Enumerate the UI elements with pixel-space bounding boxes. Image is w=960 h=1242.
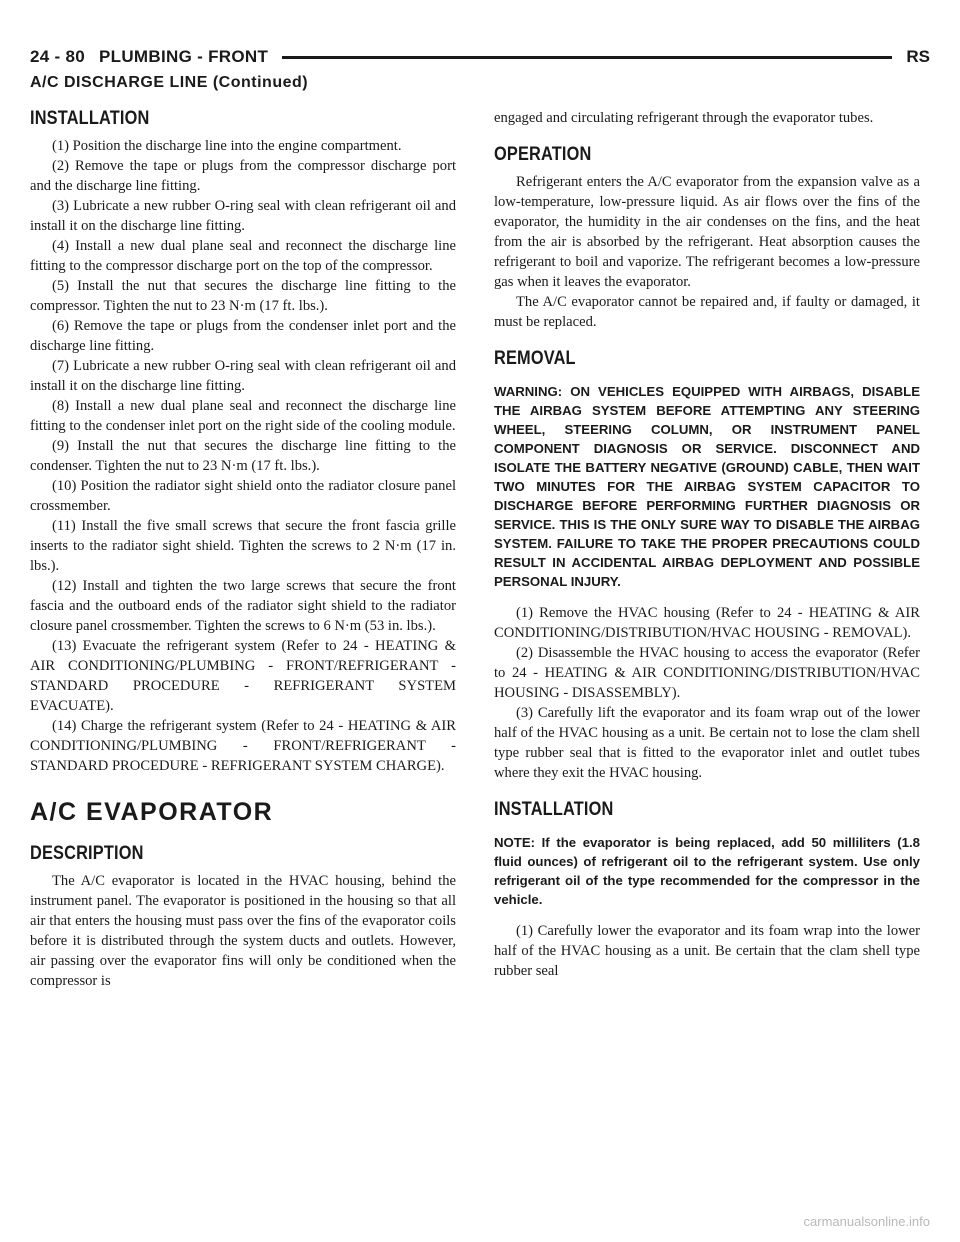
airbag-warning: WARNING: ON VEHICLES EQUIPPED WITH AIRBAGS, DISABLE THE AIRBAG SYSTEM BEFORE ATTEMPTING ANY STEERING WHEEL, STEERING COLUMN, OR INSTRUMENT PANEL COMPONENT DIAGNOSIS OR SERVICE. DISCONNECT AND ISOLATE THE BATTERY NEGATIVE (GROUND) CABLE, THEN WAIT TWO MINUTES FOR THE AIRBAG SYSTEM CAPACITOR TO DISCHARGE BEFORE PERFORMING FURTHER DIAGNOSIS OR SERVICE. THIS IS THE ONLY SURE WAY TO DISABLE THE AIRBAG SYSTEM. FAILURE TO TAKE THE PROPER PRECAUTIONS COULD RESULT IN ACCIDENTAL AIRBAG DEPLOYMENT AND POSSIBLE PERSONAL INJURY.: [494, 384, 920, 589]
watermark: carmanualsonline.info: [803, 1214, 930, 1229]
install-step-8: (8) Install a new dual plane seal and reconnect the discharge line fitting to the condenser inlet port on the right side of the cooling module.: [30, 398, 456, 434]
install-step-2: (2) Remove the tape or plugs from the compressor discharge port and the discharge line fitting.: [30, 158, 456, 194]
page-number: 24 - 80: [30, 47, 86, 66]
install-step-1: (1) Position the discharge line into the engine compartment.: [52, 138, 402, 154]
install-step-6: (6) Remove the tape or plugs from the condenser inlet port and the discharge line fitting.: [30, 318, 456, 354]
operation-paragraph-1: Refrigerant enters the A/C evaporator from the expansion valve as a low-temperature, low-pressure liquid. As air flows over the fins of the evaporator, the humidity in the air condenses on the fins, and the heat from the air is absorbed by the refrigerant. Heat absorption causes the refrigerant to boil and vaporize. The refrigerant becomes a low-pressure gas when it leaves the evaporator.: [494, 174, 920, 290]
install-step-14: (14) Charge the refrigerant system (Refer to 24 - HEATING & AIR CONDITIONING/PLUMBING - FRONT/REFRIGERANT - STANDARD PROCEDURE - REFRIGERANT SYSTEM CHARGE).: [30, 718, 456, 774]
removal-step-3: (3) Carefully lift the evaporator and its foam wrap out of the lower half of the HVAC housing as a unit. Be certain not to lose the clam shell type rubber seal that is fitted to the evaporator inlet and outlet tubes where they exit the HVAC housing.: [494, 705, 920, 781]
page-header: [30, 40, 930, 74]
installation-heading: INSTALLATION: [30, 108, 150, 129]
operation-paragraph-2: The A/C evaporator cannot be repaired and, if faulty or damaged, it must be replaced.: [494, 294, 920, 330]
description-heading: DESCRIPTION: [30, 843, 144, 864]
install-step-11: (11) Install the five small screws that secure the front fascia grille inserts to the radiator sight shield. Tighten the screws to 2 N·m (17 in. lbs.).: [30, 518, 456, 574]
install-step-10: (10) Position the radiator sight shield onto the radiator closure panel crossmember.: [30, 478, 456, 514]
evap-install-step-1: (1) Carefully lower the evaporator and its foam wrap into the lower half of the HVAC housing as a unit. Be certain that the clam shell type rubber seal: [494, 923, 920, 979]
install-step-5: (5) Install the nut that secures the discharge line fitting to the compressor. Tighten the nut to 23 N·m (17 ft. lbs.).: [30, 278, 456, 314]
right-column: [494, 108, 920, 981]
section-title: PLUMBING - FRONT: [99, 47, 269, 66]
operation-heading: OPERATION: [494, 144, 592, 165]
removal-step-1: (1) Remove the HVAC housing (Refer to 24 - HEATING & AIR CONDITIONING/DISTRIBUTION/HVAC HOUSING - REMOVAL).: [494, 605, 920, 641]
install-step-13: (13) Evacuate the refrigerant system (Refer to 24 - HEATING & AIR CONDITIONING/PLUMBING - FRONT/REFRIGERANT - STANDARD PROCEDURE - REFRIGERANT SYSTEM EVACUATE).: [30, 638, 456, 714]
header-rule: [282, 56, 892, 59]
install-step-12: (12) Install and tighten the two large screws that secure the front fascia and the outboard ends of the radiator sight shield to the radiator closure panel crossmember. Tighten the screws to 6 N·m (53 in. lbs.).: [30, 578, 456, 634]
continued-heading: A/C DISCHARGE LINE (Continued): [30, 74, 309, 91]
header-left: [30, 47, 268, 67]
description-text: The A/C evaporator is located in the HVAC housing, behind the instrument panel. The evaporator is positioned in the housing so that all air that enters the housing must pass over the fins of the evaporator coils before it is distributed through the system ducts and outlets. However, air passing over the evaporator fins will only be conditioned when the compressor is: [30, 873, 456, 989]
evap-installation-heading: INSTALLATION: [494, 799, 614, 820]
section-code: RS: [906, 47, 930, 66]
install-step-3: (3) Lubricate a new rubber O-ring seal with clean refrigerant oil and install it on the discharge line fitting.: [30, 198, 456, 234]
oil-note: NOTE: If the evaporator is being replaced, add 50 milliliters (1.8 fluid ounces) of refrigerant oil to the refrigerant system. Use only refrigerant oil of the type recommended for the compressor in the vehicle.: [494, 835, 920, 907]
install-step-9: (9) Install the nut that secures the discharge line fitting to the condenser. Tighten the nut to 23 N·m (17 ft. lbs.).: [30, 438, 456, 474]
removal-step-2: (2) Disassemble the HVAC housing to access the evaporator (Refer to 24 - HEATING & AIR CONDITIONING/DISTRIBUTION/HVAC HOUSING - DISASSEMBLY).: [494, 645, 920, 701]
removal-heading: REMOVAL: [494, 348, 576, 369]
install-step-7: (7) Lubricate a new rubber O-ring seal with clean refrigerant oil and install it on the discharge line fitting.: [30, 358, 456, 394]
left-column: [30, 108, 456, 991]
install-step-4: (4) Install a new dual plane seal and reconnect the discharge line fitting to the compressor discharge port on the top of the compressor.: [30, 238, 456, 274]
evaporator-title: A/C EVAPORATOR: [30, 798, 274, 826]
description-continued: engaged and circulating refrigerant through the evaporator tubes.: [494, 110, 874, 126]
